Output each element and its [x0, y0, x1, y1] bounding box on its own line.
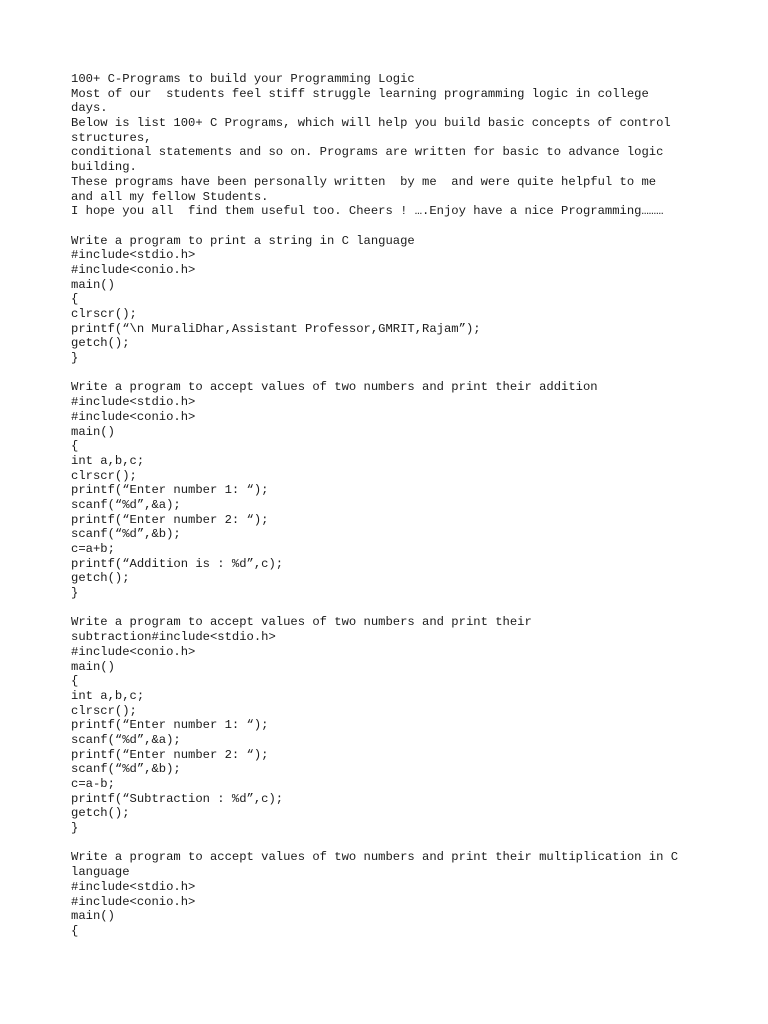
- program-heading: Write a program to print a string in C language: [71, 233, 415, 248]
- code-line: {: [71, 674, 79, 689]
- code-line: int a,b,c;: [71, 688, 145, 703]
- program-subtraction: [71, 615, 711, 835]
- intro-line: These programs have been personally written by me and were quite helpful to me: [71, 174, 657, 189]
- code-line: printf(“\n MuraliDhar,Assistant Professor,GMRIT,Rajam”);: [71, 321, 481, 336]
- code-line: #include<stdio.h>: [71, 879, 196, 894]
- code-line: scanf(“%d”,&a);: [71, 732, 181, 747]
- code-line: printf(“Enter number 2: “);: [71, 747, 269, 762]
- spacer: [71, 366, 711, 381]
- code-line: main(): [71, 659, 115, 674]
- program-multiplication: [71, 850, 711, 938]
- program-heading: Write a program to accept values of two numbers and print their: [71, 615, 532, 630]
- intro-line: I hope you all find them useful too. Cheers ! ….Enjoy have a nice Programming………: [71, 204, 664, 219]
- code-line: #include<conio.h>: [71, 262, 196, 277]
- program-heading: Write a program to accept values of two numbers and print their multiplication in C: [71, 850, 679, 865]
- code-line: #include<conio.h>: [71, 894, 196, 909]
- code-line: }: [71, 586, 79, 601]
- intro-line: structures,: [71, 130, 152, 145]
- code-line: {: [71, 923, 79, 938]
- code-line: printf(“Enter number 1: “);: [71, 718, 269, 733]
- code-line: subtraction#include<stdio.h>: [71, 630, 276, 645]
- spacer: [71, 601, 711, 616]
- code-line: main(): [71, 909, 115, 924]
- code-line: }: [71, 821, 79, 836]
- program-print-string: [71, 234, 711, 366]
- code-line: scanf(“%d”,&b);: [71, 762, 181, 777]
- intro-line: and all my fellow Students.: [71, 189, 269, 204]
- code-line: printf(“Addition is : %d”,c);: [71, 556, 284, 571]
- document-title: 100+ C-Programs to build your Programming Logic: [71, 72, 415, 86]
- document-content: [71, 72, 711, 939]
- code-line: clrscr();: [71, 703, 137, 718]
- code-line: main(): [71, 424, 115, 439]
- program-addition: [71, 380, 711, 600]
- spacer: [71, 836, 711, 851]
- intro-line: Below is list 100+ C Programs, which will help you build basic concepts of control: [71, 116, 671, 131]
- code-line: getch();: [71, 336, 130, 351]
- code-line: scanf(“%d”,&a);: [71, 497, 181, 512]
- code-line: {: [71, 439, 79, 454]
- code-line: {: [71, 292, 79, 307]
- program-heading: Write a program to accept values of two numbers and print their addition: [71, 380, 598, 395]
- code-line: #include<conio.h>: [71, 644, 196, 659]
- intro-line: days.: [71, 101, 108, 116]
- code-line: getch();: [71, 806, 130, 821]
- code-line: c=a+b;: [71, 542, 115, 556]
- code-line: #include<stdio.h>: [71, 395, 196, 410]
- intro-line: conditional statements and so on. Programs are written for basic to advance logic: [71, 145, 664, 160]
- program-heading-continued: language: [71, 865, 130, 880]
- intro-line: Most of our students feel stiff struggle learning programming logic in college: [71, 86, 649, 101]
- code-line: getch();: [71, 571, 130, 586]
- code-line: }: [71, 351, 79, 366]
- code-line: printf(“Enter number 1: “);: [71, 483, 269, 498]
- code-line: #include<stdio.h>: [71, 248, 196, 263]
- spacer: [71, 219, 711, 234]
- code-line: c=a-b;: [71, 777, 115, 791]
- code-line: clrscr();: [71, 307, 137, 321]
- code-line: clrscr();: [71, 468, 137, 483]
- code-line: #include<conio.h>: [71, 409, 196, 424]
- intro-section: [71, 72, 711, 219]
- code-line: printf(“Subtraction : %d”,c);: [71, 791, 284, 806]
- code-line: scanf(“%d”,&b);: [71, 527, 181, 542]
- code-line: main(): [71, 277, 115, 292]
- code-line: printf(“Enter number 2: “);: [71, 512, 269, 527]
- code-line: int a,b,c;: [71, 453, 145, 468]
- intro-line: building.: [71, 160, 137, 175]
